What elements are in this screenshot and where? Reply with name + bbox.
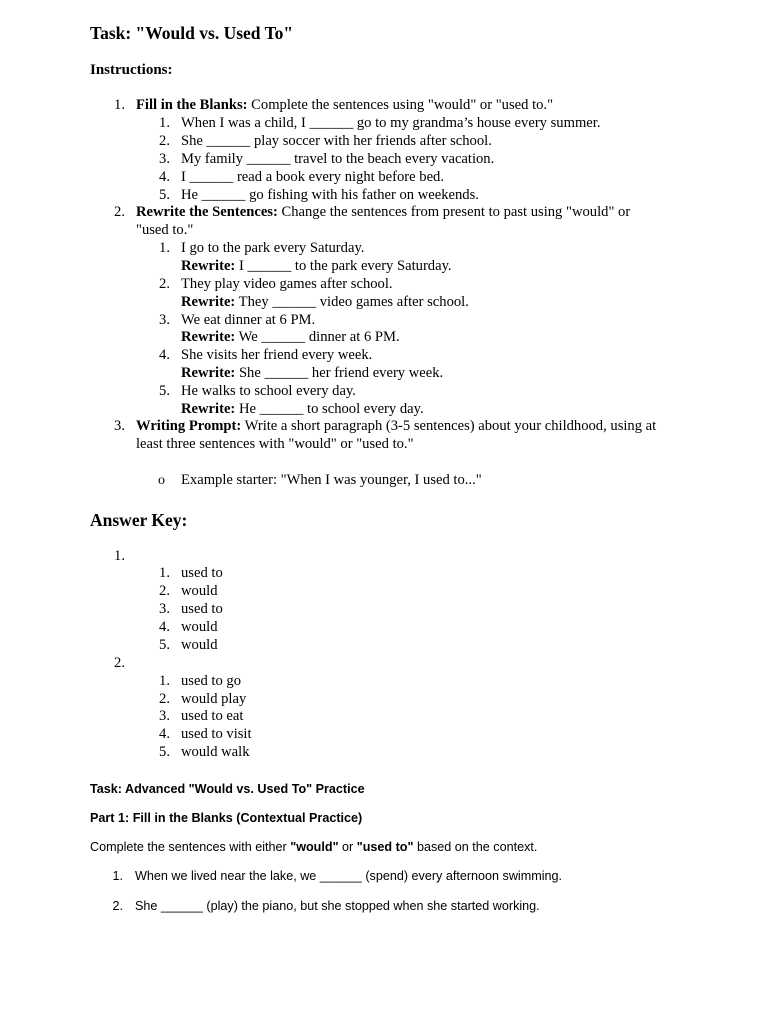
list-item: She visits her friend every week. — [181, 347, 373, 363]
rewrite-line — [181, 258, 452, 276]
list-number: 3. — [159, 708, 170, 724]
rewrite-label: Rewrite: — [181, 401, 236, 417]
list-item: When I was a child, I ______ go to my grandma’s house every summer. — [181, 115, 601, 131]
list-number: 3. — [159, 312, 170, 328]
answer-item: used to visit — [181, 726, 252, 742]
rewrite-text: She ______ her friend every week. — [235, 365, 444, 381]
list-number: 2. — [159, 583, 170, 599]
list-number: 1. — [159, 565, 170, 581]
list-item: She ______ play soccer with her friends after school. — [181, 133, 492, 149]
rewrite-text: He ______ to school every day. — [235, 401, 424, 417]
section-heading-line — [136, 418, 656, 436]
section-heading-line — [136, 204, 630, 222]
section-text-continued: "used to." — [136, 222, 194, 238]
list-item: They play video games after school. — [181, 276, 393, 292]
example-starter: Example starter: "When I was younger, I used to..." — [181, 472, 482, 488]
rewrite-label: Rewrite: — [181, 294, 236, 310]
answer-item: would play — [181, 691, 247, 707]
list-number: 5. — [159, 637, 170, 653]
intro-keyword-used-to: "used to" — [356, 840, 414, 854]
rewrite-line — [181, 294, 469, 312]
list-number: 3. — [159, 151, 170, 167]
answer-item: used to go — [181, 673, 241, 689]
list-item: She ______ (play) the piano, but she stopped when she started working. — [135, 899, 540, 913]
intro-text: Complete the sentences with either — [90, 840, 291, 854]
section-text-continued: least three sentences with "would" or "used to." — [136, 436, 414, 452]
page-title: Task: "Would vs. Used To" — [90, 23, 294, 43]
list-item: He walks to school every day. — [181, 383, 356, 399]
answer-item: would — [181, 637, 218, 653]
list-number: 4. — [159, 619, 170, 635]
list-number: 2. — [114, 655, 125, 671]
instructions-heading: Instructions: — [90, 62, 173, 78]
list-number: 2. — [159, 276, 170, 292]
list-number: 1. — [114, 97, 125, 113]
answer-item: would — [181, 619, 218, 635]
rewrite-line — [181, 365, 443, 383]
rewrite-label: Rewrite: — [181, 365, 236, 381]
list-number: 1. — [159, 115, 170, 131]
list-number: 3. — [114, 418, 125, 434]
rewrite-text: I ______ to the park every Saturday. — [235, 258, 452, 274]
answer-item: used to — [181, 565, 223, 581]
list-item: I ______ read a book every night before bed. — [181, 169, 445, 185]
list-number: 4. — [159, 169, 170, 185]
rewrite-text: We ______ dinner at 6 PM. — [235, 329, 400, 345]
section-text: Complete the sentences using "would" or "used to." — [247, 97, 554, 113]
list-number: 4. — [159, 726, 170, 742]
list-number: 5. — [159, 187, 170, 203]
list-item: My family ______ travel to the beach every vacation. — [181, 151, 495, 167]
intro-text: based on the context. — [413, 840, 538, 854]
section-text: Write a short paragraph (3-5 sentences) about your childhood, using at — [241, 418, 657, 434]
list-item: We eat dinner at 6 PM. — [181, 312, 316, 328]
rewrite-text: They ______ video games after school. — [235, 294, 469, 310]
list-item: He ______ go fishing with his father on weekends. — [181, 187, 479, 203]
list-number: 4. — [159, 347, 170, 363]
list-number: 1. — [114, 548, 125, 564]
section-label: Fill in the Blanks: — [136, 97, 248, 113]
list-item: When we lived near the lake, we ______ (spend) every afternoon swimming. — [135, 869, 563, 883]
rewrite-label: Rewrite: — [181, 329, 236, 345]
list-item: I go to the park every Saturday. — [181, 240, 365, 256]
section-text: Change the sentences from present to past using "would" or — [277, 204, 631, 220]
rewrite-label: Rewrite: — [181, 258, 236, 274]
answer-item: would walk — [181, 744, 250, 760]
list-number: 5. — [159, 744, 170, 760]
list-number: 2. — [114, 204, 125, 220]
list-number: 1. — [112, 869, 123, 883]
bullet-marker: o — [158, 473, 165, 488]
list-number: 2. — [112, 899, 123, 913]
list-number: 3. — [159, 601, 170, 617]
list-number: 5. — [159, 383, 170, 399]
answer-item: would — [181, 583, 218, 599]
advanced-title: Task: Advanced "Would vs. Used To" Practice — [90, 782, 365, 796]
advanced-intro — [90, 839, 537, 855]
part1-title: Part 1: Fill in the Blanks (Contextual Practice) — [90, 811, 363, 825]
answer-item: used to — [181, 601, 223, 617]
intro-keyword-would: "would" — [290, 840, 339, 854]
answer-item: used to eat — [181, 708, 244, 724]
intro-text: or — [338, 840, 357, 854]
section-heading-line — [136, 97, 553, 115]
section-label: Writing Prompt: — [136, 418, 242, 434]
list-number: 2. — [159, 691, 170, 707]
rewrite-line — [181, 329, 400, 347]
list-number: 1. — [159, 673, 170, 689]
answer-key-heading: Answer Key: — [90, 510, 188, 530]
rewrite-line — [181, 401, 424, 419]
section-label: Rewrite the Sentences: — [136, 204, 278, 220]
list-number: 2. — [159, 133, 170, 149]
list-number: 1. — [159, 240, 170, 256]
